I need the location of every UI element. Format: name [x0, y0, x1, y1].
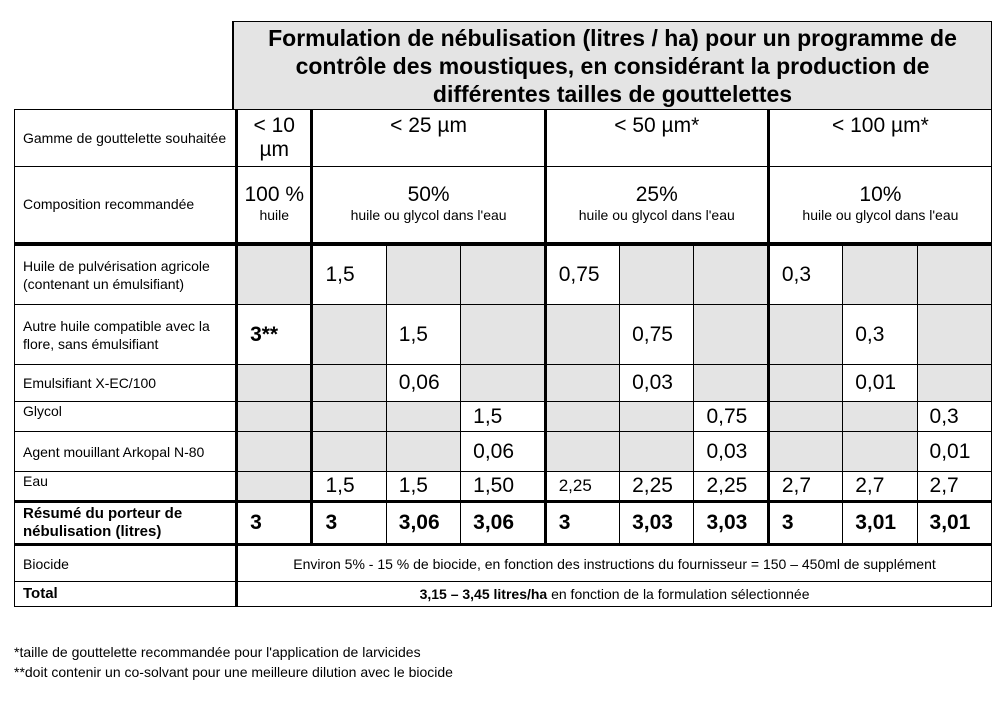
value-cell: 0,3: [917, 402, 991, 432]
composition-sub: huile ou glycol dans l'eau: [802, 207, 959, 224]
range-cell: < 10 µm: [237, 110, 312, 167]
total-row: [15, 582, 992, 607]
value-cell: [917, 365, 991, 402]
value-cell: 0,75: [620, 305, 694, 365]
footnotes: [14, 642, 453, 682]
value-cell: [768, 365, 842, 402]
value-cell: 3,06: [386, 502, 460, 545]
composition-sub: huile ou glycol dans l'eau: [578, 207, 735, 224]
droplet-range-row: [15, 110, 992, 167]
row-label: Total: [15, 582, 237, 607]
value-cell: 0,03: [620, 365, 694, 402]
value-cell: 1,5: [312, 244, 386, 305]
value-cell: 0,3: [843, 305, 917, 365]
biocide-row: [15, 545, 992, 582]
total-value: [237, 582, 992, 607]
value-cell: 0,06: [461, 432, 546, 472]
formulation-table: [14, 109, 992, 607]
value-cell: [312, 402, 386, 432]
value-cell: [768, 432, 842, 472]
value-cell: [237, 432, 312, 472]
table-row: [15, 472, 992, 502]
value-cell: [694, 365, 768, 402]
value-cell: 0,03: [694, 432, 768, 472]
value-cell: [694, 244, 768, 305]
row-label: Eau: [15, 472, 237, 502]
composition-cell: [768, 167, 991, 244]
value-cell: [237, 244, 312, 305]
composition-sub: huile: [259, 207, 290, 224]
value-cell: 0,01: [917, 432, 991, 472]
value-cell: 1,5: [312, 472, 386, 502]
value-cell: 2,25: [694, 472, 768, 502]
value-cell: [843, 402, 917, 432]
value-cell: 1,50: [461, 472, 546, 502]
value-cell: [386, 244, 460, 305]
value-cell: 3: [237, 502, 312, 545]
value-cell: 1,5: [461, 402, 546, 432]
value-cell: 3**: [237, 305, 312, 365]
composition-cell: [545, 167, 768, 244]
row-label: Agent mouillant Arkopal N-80: [15, 432, 237, 472]
value-cell: [545, 365, 619, 402]
value-cell: [917, 244, 991, 305]
value-cell: [620, 402, 694, 432]
composition-pct: 10%: [859, 183, 902, 207]
composition-pct: 50%: [407, 183, 450, 207]
value-cell: [768, 305, 842, 365]
value-cell: 3,01: [843, 502, 917, 545]
value-cell: 1,5: [386, 305, 460, 365]
value-cell: 3: [545, 502, 619, 545]
row-label: Biocide: [15, 545, 237, 582]
value-cell: [545, 432, 619, 472]
value-cell: [545, 402, 619, 432]
row-label: Autre huile compatible avec la flore, sans émulsifiant: [15, 305, 237, 365]
row-label: Huile de pulvérisation agricole (contenant un émulsifiant): [15, 244, 237, 305]
value-cell: [312, 305, 386, 365]
composition-row: [15, 167, 992, 244]
value-cell: 2,7: [768, 472, 842, 502]
value-cell: [545, 305, 619, 365]
footnote: *taille de gouttelette recommandée pour l'application de larvicides: [14, 644, 421, 660]
value-cell: 2,7: [843, 472, 917, 502]
value-cell: [386, 432, 460, 472]
value-cell: [237, 365, 312, 402]
value-cell: [461, 365, 546, 402]
summary-row: [15, 502, 992, 545]
value-cell: 0,01: [843, 365, 917, 402]
value-cell: 0,3: [768, 244, 842, 305]
composition-sub: huile ou glycol dans l'eau: [350, 207, 507, 224]
value-cell: [237, 402, 312, 432]
value-cell: [312, 432, 386, 472]
value-cell: [843, 244, 917, 305]
value-cell: 2,25: [545, 472, 619, 502]
value-cell: [843, 432, 917, 472]
value-cell: 0,06: [386, 365, 460, 402]
row-label: Glycol: [15, 402, 237, 432]
value-cell: [620, 432, 694, 472]
table-row: [15, 432, 992, 472]
value-cell: 3,03: [620, 502, 694, 545]
range-cell: < 25 µm: [312, 110, 545, 167]
value-cell: 3,06: [461, 502, 546, 545]
value-cell: 2,25: [620, 472, 694, 502]
table-row: [15, 305, 992, 365]
value-cell: 2,7: [917, 472, 991, 502]
total-rest: en fonction de la formulation sélectionnée: [547, 586, 810, 602]
value-cell: [620, 244, 694, 305]
row-label: Résumé du porteur de nébulisation (litres): [15, 502, 237, 545]
value-cell: 0,75: [694, 402, 768, 432]
value-cell: 3: [768, 502, 842, 545]
value-cell: 3: [312, 502, 386, 545]
value-cell: [768, 402, 842, 432]
value-cell: [694, 305, 768, 365]
value-cell: 0,75: [545, 244, 619, 305]
row-label: Emulsifiant X-EC/100: [15, 365, 237, 402]
value-cell: [312, 365, 386, 402]
composition-pct: 100 %: [244, 183, 305, 207]
composition-cell: [312, 167, 545, 244]
table-row: [15, 244, 992, 305]
range-cell: < 100 µm*: [768, 110, 991, 167]
footnote: **doit contenir un co-solvant pour une meilleure dilution avec le biocide: [14, 664, 453, 680]
table-row: [15, 365, 992, 402]
biocide-text: Environ 5% - 15 % de biocide, en fonction des instructions du fournisseur = 150 – 450ml de supplément: [237, 545, 992, 582]
value-cell: [461, 305, 546, 365]
composition-cell: [237, 167, 312, 244]
table-title: Formulation de nébulisation (litres / ha) pour un programme de contrôle des moustiques, en considérant la production de différentes tailles de gouttelettes: [232, 21, 992, 109]
value-cell: [237, 472, 312, 502]
range-cell: < 50 µm*: [545, 110, 768, 167]
value-cell: 1,5: [386, 472, 460, 502]
value-cell: [461, 244, 546, 305]
composition-pct: 25%: [635, 183, 678, 207]
value-cell: 3,01: [917, 502, 991, 545]
value-cell: [917, 305, 991, 365]
value-cell: 3,03: [694, 502, 768, 545]
total-bold: 3,15 – 3,45 litres/ha: [419, 586, 548, 602]
table-row: [15, 402, 992, 432]
value-cell: [386, 402, 460, 432]
row-label: Gamme de gouttelette souhaitée: [15, 110, 237, 167]
row-label: Composition recommandée: [15, 167, 237, 244]
